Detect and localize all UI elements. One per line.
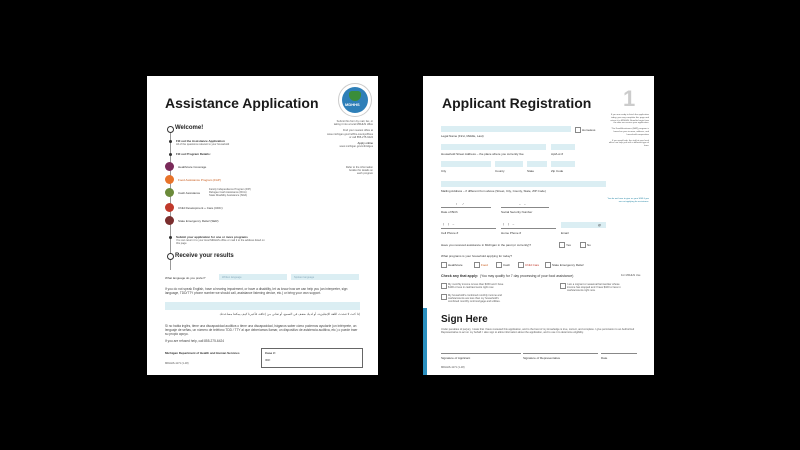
state-label: State bbox=[527, 169, 535, 173]
dob-label: Date of Birth bbox=[441, 210, 458, 214]
mailing-address-label: Mailing Address – if different from above (Street, City, County, State, ZIP Code) bbox=[441, 189, 546, 193]
child-care-checkbox[interactable] bbox=[518, 262, 524, 268]
program-emergency-relief: State Emergency Relief (SER) bbox=[178, 219, 219, 223]
healthcare-icon bbox=[165, 162, 174, 171]
street-address-input[interactable] bbox=[441, 144, 546, 150]
check-apply-sub: (You may qualify for 7 day processing of your food assistance) bbox=[480, 274, 574, 278]
step-dot bbox=[169, 236, 172, 239]
ssn-separators: – – bbox=[519, 202, 526, 206]
date-label: Date bbox=[601, 356, 608, 360]
sign-here-accent-bar bbox=[423, 308, 427, 375]
representative-signature-label: Signature of Representative bbox=[523, 356, 561, 360]
help-note bbox=[307, 166, 373, 176]
accessibility-input[interactable] bbox=[165, 302, 360, 310]
city-input[interactable] bbox=[441, 161, 491, 167]
written-language-placeholder: Written language bbox=[222, 275, 242, 279]
step-dot bbox=[169, 153, 172, 156]
office-use-label: For MDHHS Use bbox=[621, 274, 641, 277]
step3-label: Submit your application for one or more programs bbox=[176, 235, 248, 239]
side-note: If you need help, the staff at your local office can help you with a different type of form. bbox=[608, 139, 649, 148]
written-language-input[interactable] bbox=[219, 274, 287, 280]
side-notes bbox=[607, 114, 649, 148]
mdhhs-logo bbox=[338, 83, 372, 117]
applicant-signature-label: Signature of Applicant bbox=[441, 356, 471, 360]
state-input[interactable] bbox=[527, 161, 547, 167]
check-apply-heading: Check any that apply: bbox=[441, 274, 479, 278]
case-box[interactable] bbox=[261, 348, 363, 368]
healthcare-checkbox[interactable] bbox=[441, 262, 447, 268]
cell-parens: ( ) – bbox=[443, 222, 455, 226]
legal-name-input[interactable] bbox=[441, 126, 571, 132]
page-title: Applicant Registration bbox=[442, 95, 592, 111]
zip-input[interactable] bbox=[551, 161, 575, 167]
no-checkbox[interactable] bbox=[580, 242, 586, 248]
city-label: City bbox=[441, 169, 447, 173]
county-input[interactable] bbox=[495, 161, 523, 167]
email-at-symbol: @ bbox=[598, 223, 602, 227]
migrant-text: I am a migrant or seasonal farmworker whose income has stopped and I have $100 or less in cash/accounts right now. bbox=[567, 283, 621, 293]
side-note: If you are ready to finish the application today, you may complete this page and return it to MDHHS. Benefits begin from the date we receive your application. bbox=[610, 114, 649, 125]
department-name: Michigan Department of Health and Human Services bbox=[165, 351, 240, 355]
healthcare-option: Healthcare bbox=[448, 263, 463, 267]
submit-line: Submit this form by mail, fax, or bbox=[336, 120, 373, 123]
help-note-line: each program bbox=[356, 172, 373, 176]
welcome-heading: Welcome! bbox=[175, 125, 204, 131]
cell-phone-input[interactable] bbox=[441, 228, 496, 229]
cash-option: Cash bbox=[503, 263, 511, 267]
emergency-relief-checkbox[interactable] bbox=[545, 262, 551, 268]
help-note-line: Refer to the information bbox=[345, 166, 373, 169]
emergency-relief-icon bbox=[165, 216, 174, 225]
cash-program-details: Family Independence Program (FIP) Refugee Cash Assistance (RCA) State Disability Assistance (SDA) bbox=[209, 188, 251, 198]
zip-label: Zip Code bbox=[551, 169, 564, 173]
dob-separators: / / bbox=[456, 202, 464, 206]
migrant-checkbox[interactable] bbox=[560, 283, 566, 289]
spanish-text: Si no habla inglés, tiene una discapacidad auditiva o tiene una discapacidad, háganos saber cómo podemos ayudarle (un intérprete, un lenguaje de señas, un número de teléfono TDD / TTY al que deberíamos llamar, un dispositivo de asistencia auditiva, etc.) o puede traer su propio apoyo. bbox=[165, 324, 358, 336]
step-dot bbox=[169, 140, 172, 143]
welcome-circle-icon bbox=[167, 126, 174, 133]
case-label: Case #: bbox=[265, 351, 276, 355]
office-phone: or call 855-275-6424 bbox=[349, 135, 373, 139]
submit-line: taking it into a local MDHHS office bbox=[333, 123, 373, 127]
office-url[interactable]: www.michigan.gov/mdhhs-countyoffices bbox=[327, 132, 373, 136]
received-question: Have you received assistance in Michigan in the past (or currently)? bbox=[441, 243, 532, 247]
low-income-checkbox[interactable] bbox=[441, 283, 447, 289]
step2-label: Fill out Program Details: bbox=[176, 152, 211, 156]
id-label: ID#: bbox=[265, 358, 271, 362]
language-question: What language do you prefer? bbox=[165, 276, 206, 280]
emergency-relief-option: State Emergency Relief bbox=[552, 263, 584, 267]
ssn-note: You do not have to give us your SSN if you are not applying for assistance. bbox=[607, 198, 649, 203]
county-label: County bbox=[495, 169, 505, 173]
step3-sub: You can return it to your local MDHHS office or mail it to the address listed on this page bbox=[176, 239, 265, 246]
apply-online-label: Apply online bbox=[357, 142, 373, 146]
low-income-text: My monthly income is less than $150 and I have $100 or less in cash/accounts right now. bbox=[448, 283, 504, 290]
email-label: Email bbox=[561, 231, 569, 235]
street-address-label: Household Street Address – the place where you currently live bbox=[441, 152, 524, 156]
cash-checkbox[interactable] bbox=[496, 262, 502, 268]
child-care-option: Child Care bbox=[525, 263, 540, 267]
spoken-language-placeholder: Spoken language bbox=[294, 275, 315, 279]
program-food: Food Assistance Program (FAP) bbox=[178, 178, 221, 182]
form-code: MDHHS-1171 (1-18) bbox=[165, 362, 189, 365]
no-label: No bbox=[587, 243, 591, 247]
homeless-checkbox[interactable] bbox=[575, 127, 581, 133]
arabic-text: إذا كنت لا تتحدث اللغة الإنجليزية، أو لديك ضعف في السمع، أو تعاني من إعاقة، فأخبرنا كيف يمكننا مساعدتك bbox=[219, 312, 360, 316]
page-title: Assistance Application bbox=[165, 95, 319, 111]
food-icon bbox=[165, 175, 174, 184]
sign-here-heading: Sign Here bbox=[441, 314, 488, 325]
apt-label: Apt/Lot # bbox=[551, 152, 564, 156]
assistance-application-page bbox=[147, 76, 378, 375]
applicant-signature-line[interactable] bbox=[441, 353, 521, 354]
food-checkbox[interactable] bbox=[474, 262, 480, 268]
accessibility-text: If you do not speak English, have a hearing impairment, or have a disability, let us know how we can help you (an interpreter, sign language, TDD/TTY phone number we should call, assistance listening device, etc.) or bring your own support. bbox=[165, 287, 348, 295]
results-heading: Receive your results bbox=[175, 253, 234, 259]
progress-timeline bbox=[170, 130, 171, 270]
home-phone-input[interactable] bbox=[501, 228, 556, 229]
submit-info bbox=[299, 120, 373, 148]
page-number: 1 bbox=[623, 86, 636, 111]
step1-sub: All of the questions relevant to your household bbox=[176, 143, 230, 146]
apt-input[interactable] bbox=[551, 144, 575, 150]
representative-signature-line[interactable] bbox=[523, 353, 598, 354]
sign-statement: Under penalties of perjury, I state that I have reviewed this application, and to the best of my knowledge is true, correct, and complete. I give permission to an Authorized Representative to act on my behalf. I also sign to allow information about the application, and to use it to determine eligibility. bbox=[441, 328, 635, 335]
program-healthcare: Healthcare Coverage bbox=[178, 165, 207, 169]
date-line[interactable] bbox=[601, 353, 637, 354]
logo-text: MDHHS bbox=[345, 102, 360, 107]
applicant-registration-page bbox=[423, 76, 654, 375]
home-phone-label: Home Phone # bbox=[501, 231, 522, 235]
refused-help-text: If you are refused help, call 855-275-6424 bbox=[165, 339, 225, 343]
ssn-input[interactable] bbox=[501, 207, 549, 208]
ssn-label: Social Security Number bbox=[501, 210, 533, 214]
cash-icon bbox=[165, 188, 174, 197]
child-care-icon bbox=[165, 203, 174, 212]
home-parens: ( ) – bbox=[503, 222, 515, 226]
expenses-checkbox[interactable] bbox=[441, 294, 447, 300]
help-note-line: booklet for details on bbox=[349, 169, 373, 173]
apply-online-url[interactable]: www.michigan.gov/mibridges bbox=[339, 145, 373, 149]
form-code: MDHHS-1171 (1-18) bbox=[441, 366, 465, 369]
programs-question: What programs is your household applying for today? bbox=[441, 254, 513, 258]
food-option: Food bbox=[481, 263, 488, 267]
mailing-address-input[interactable] bbox=[441, 181, 606, 187]
dob-input[interactable] bbox=[441, 207, 491, 208]
spoken-language-input[interactable] bbox=[291, 274, 359, 280]
results-circle-icon bbox=[167, 253, 174, 260]
cell-phone-label: Cell Phone # bbox=[441, 231, 459, 235]
homeless-label: Homeless bbox=[582, 128, 596, 132]
yes-label: Yes bbox=[566, 243, 571, 247]
step1-label: Fill out the Assistance Application bbox=[176, 139, 225, 143]
expenses-text: My household's combined monthly income and cash/accounts are less than my household's combined monthly rent/mortgage and utilities. bbox=[448, 294, 502, 304]
program-cash: Cash Assistance bbox=[178, 191, 201, 195]
side-note: The Food Assistance (FAP) program is based on your income, address, and household composition bbox=[611, 128, 649, 136]
yes-checkbox[interactable] bbox=[559, 242, 565, 248]
office-line: Find your nearest office at bbox=[343, 129, 373, 133]
legal-name-label: Legal Name (First, Middle, Last) bbox=[441, 134, 484, 138]
program-child-care: Child Development + Care (CDC) bbox=[178, 206, 223, 210]
